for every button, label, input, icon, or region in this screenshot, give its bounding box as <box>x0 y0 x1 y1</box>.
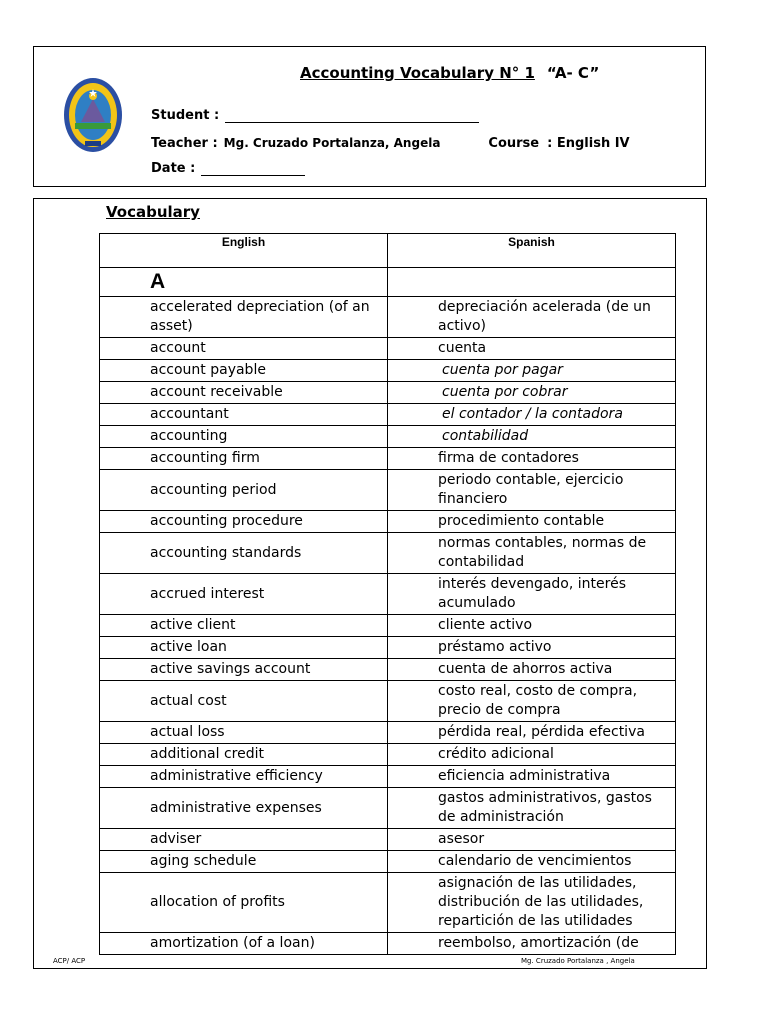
date-row <box>151 161 305 176</box>
table-row <box>100 681 676 722</box>
english-term: accountant <box>100 404 388 426</box>
spanish-term: préstamo activo <box>388 637 676 659</box>
spanish-term: cuenta de ahorros activa <box>388 659 676 681</box>
table-row <box>100 766 676 788</box>
spanish-term: periodo contable, ejercicio financiero <box>388 470 676 511</box>
table-row <box>100 829 676 851</box>
english-term: active savings account <box>100 659 388 681</box>
spanish-term-text: el contador / la contadora <box>442 406 623 422</box>
spanish-term: cliente activo <box>388 615 676 637</box>
university-seal-icon <box>63 77 123 153</box>
table-row <box>100 574 676 615</box>
spanish-term: procedimiento contable <box>388 511 676 533</box>
english-term: actual loss <box>100 722 388 744</box>
table-row <box>100 533 676 574</box>
english-term: accounting standards <box>100 533 388 574</box>
spanish-term-text: cuenta por cobrar <box>442 384 568 400</box>
table-row <box>100 448 676 470</box>
table-row <box>100 637 676 659</box>
table-row <box>100 338 676 360</box>
section-title: Vocabulary <box>106 203 200 221</box>
table-row <box>100 426 676 448</box>
table-row <box>100 511 676 533</box>
document-title <box>300 64 599 82</box>
english-term: accelerated depreciation (of an asset) <box>100 297 388 338</box>
english-term: account receivable <box>100 382 388 404</box>
spanish-term: depreciación acelerada (de un activo) <box>388 297 676 338</box>
table-row <box>100 873 676 933</box>
spanish-term: asignación de las utilidades, distribución de las utilidades, repartición de las utilidades <box>388 873 676 933</box>
letter-row <box>100 268 676 297</box>
student-label: Student : <box>151 108 220 123</box>
english-term: administrative efficiency <box>100 766 388 788</box>
student-blank-line[interactable] <box>225 121 479 123</box>
date-label: Date : <box>151 161 196 176</box>
date-blank-line[interactable] <box>201 174 305 176</box>
english-term: amortization (of a loan) <box>100 933 388 955</box>
english-term: accounting procedure <box>100 511 388 533</box>
english-term: allocation of profits <box>100 873 388 933</box>
table-header-row <box>100 234 676 268</box>
spanish-term: reembolso, amortización (de <box>388 933 676 955</box>
spanish-term: normas contables, normas de contabilidad <box>388 533 676 574</box>
vocabulary-table <box>99 233 676 955</box>
spanish-term: asesor <box>388 829 676 851</box>
vocabulary-section <box>33 198 707 969</box>
course-value: : English IV <box>547 136 630 151</box>
table-row <box>100 297 676 338</box>
spanish-term <box>388 382 676 404</box>
spanish-term: calendario de vencimientos <box>388 851 676 873</box>
letter-heading-empty <box>388 268 676 297</box>
header-english: English <box>100 234 388 268</box>
table-row <box>100 404 676 426</box>
spanish-term: interés devengado, interés acumulado <box>388 574 676 615</box>
course-label: Course <box>488 136 540 151</box>
english-term: accounting <box>100 426 388 448</box>
spanish-term: crédito adicional <box>388 744 676 766</box>
english-term: administrative expenses <box>100 788 388 829</box>
footer-right: Mg. Cruzado Portalanza , Angela <box>521 957 635 965</box>
spanish-term <box>388 426 676 448</box>
teacher-name: Mg. Cruzado Portalanza, Angela <box>223 136 441 150</box>
english-term: aging schedule <box>100 851 388 873</box>
table-row <box>100 788 676 829</box>
spanish-term <box>388 404 676 426</box>
table-row <box>100 615 676 637</box>
spanish-term: costo real, costo de compra, precio de compra <box>388 681 676 722</box>
table-row <box>100 933 676 955</box>
spanish-term: eficiencia administrativa <box>388 766 676 788</box>
spanish-term-text: cuenta por pagar <box>442 362 563 378</box>
spanish-term: pérdida real, pérdida efectiva <box>388 722 676 744</box>
english-term: account payable <box>100 360 388 382</box>
table-row <box>100 744 676 766</box>
table-row <box>100 382 676 404</box>
letter-heading: A <box>100 268 388 297</box>
spanish-term-text: contabilidad <box>442 428 529 444</box>
teacher-label: Teacher : <box>151 136 218 151</box>
table-row <box>100 360 676 382</box>
table-row <box>100 659 676 681</box>
english-term: actual cost <box>100 681 388 722</box>
teacher-row <box>151 136 630 151</box>
spanish-term: firma de contadores <box>388 448 676 470</box>
english-term: accounting period <box>100 470 388 511</box>
english-term: accrued interest <box>100 574 388 615</box>
title-range: “A- C” <box>546 64 600 82</box>
spanish-term <box>388 360 676 382</box>
header-spanish: Spanish <box>388 234 676 268</box>
spanish-term: cuenta <box>388 338 676 360</box>
english-term: active client <box>100 615 388 637</box>
table-row <box>100 470 676 511</box>
table-row <box>100 722 676 744</box>
table-row <box>100 851 676 873</box>
english-term: adviser <box>100 829 388 851</box>
english-term: active loan <box>100 637 388 659</box>
spanish-term: gastos administrativos, gastos de administración <box>388 788 676 829</box>
english-term: accounting firm <box>100 448 388 470</box>
footer-left: ACP/ ACP <box>53 957 86 965</box>
english-term: additional credit <box>100 744 388 766</box>
student-row <box>151 108 479 123</box>
title-text: Accounting Vocabulary N° 1 <box>300 64 535 82</box>
document-header <box>33 46 706 187</box>
english-term: account <box>100 338 388 360</box>
